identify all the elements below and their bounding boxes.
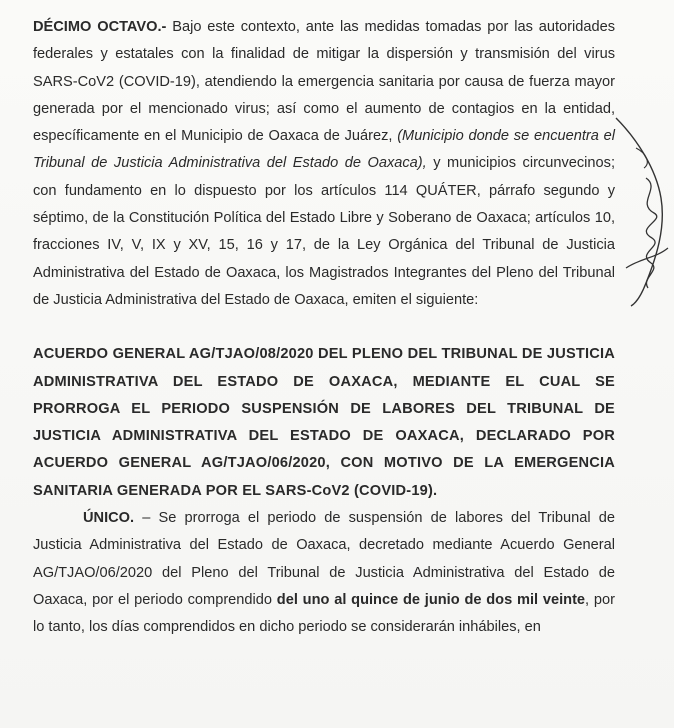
paragraph-text: Bajo este contexto, ante las medidas tomadas por las autoridades federales y estatales con la finalidad de mitigar la dispersión y transmisión del virus SARS-CoV2 (COVID-19), atendiendo la emergencia sanitaria por causa de fuerza mayor generada por el mencionado virus; así como el aumento de contagios en la entidad, específicamente en el Municipio de Oaxaca de Juárez, bbox=[33, 19, 615, 145]
agreement-title: ACUERDO GENERAL AG/TJAO/08/2020 DEL PLENO DEL TRIBUNAL DE JUSTICIA ADMINISTRATIVA DEL ESTADO DE OAXACA, MEDIANTE EL CUAL SE PRORROGA EL PERIODO SUSPENSIÓN DE LABORES DEL TRIBUNAL DE JUSTICIA ADMINISTRATIVA DEL ESTADO DE OAXACA, DECLARADO POR ACUERDO GENERAL AG/TJAO/06/2020, CON MOTIVO DE LA EMERGENCIA SANITARIA GENERADA POR EL SARS-CoV2 (COVID-19). bbox=[33, 346, 615, 499]
paragraph-bold-period: del uno al quince de junio de dos mil veinte bbox=[276, 591, 586, 608]
handwritten-signature bbox=[606, 108, 674, 308]
paragraph-italic-note: (Municipio donde se encuentra el Tribunal de Justicia Administrativa del Estado de Oaxaca), bbox=[33, 128, 615, 172]
paragraph-decimo-octavo bbox=[33, 14, 615, 314]
document-body bbox=[33, 14, 615, 642]
paragraph-unico bbox=[33, 505, 615, 641]
paragraph-text: , por lo tanto, los días comprendidos en dicho periodo se considerarán inhábiles, en bbox=[33, 591, 615, 636]
paragraph-lead: DÉCIMO OCTAVO.- bbox=[33, 19, 167, 35]
paragraph-text: y municipios circunvecinos; con fundamento en lo dispuesto por los artículos 114 QUÁTER, párrafo segundo y séptimo, de la Constitución Política del Estado Libre y Soberano de Oaxaca; artículos 10, fracciones IV, V, IX y XV, 15, 16 y 17, de la Ley Orgánica del Tribunal de Justicia Administrativa del Estado de Oaxaca, los Magistrados Integrantes del Pleno del Tribunal de Justicia Administrativa del Estado de Oaxaca, emiten el siguiente: bbox=[33, 155, 615, 308]
paragraph-lead: ÚNICO. bbox=[83, 510, 135, 527]
paragraph-text: – Se prorroga el periodo de suspensión de labores del Tribunal de Justicia Administrativa del Estado de Oaxaca, decretado mediante Acuerdo General AG/TJAO/06/2020 del Pleno del Tribunal de Justicia Administrativa del Estado de Oaxaca, por el periodo comprendido bbox=[33, 510, 615, 608]
